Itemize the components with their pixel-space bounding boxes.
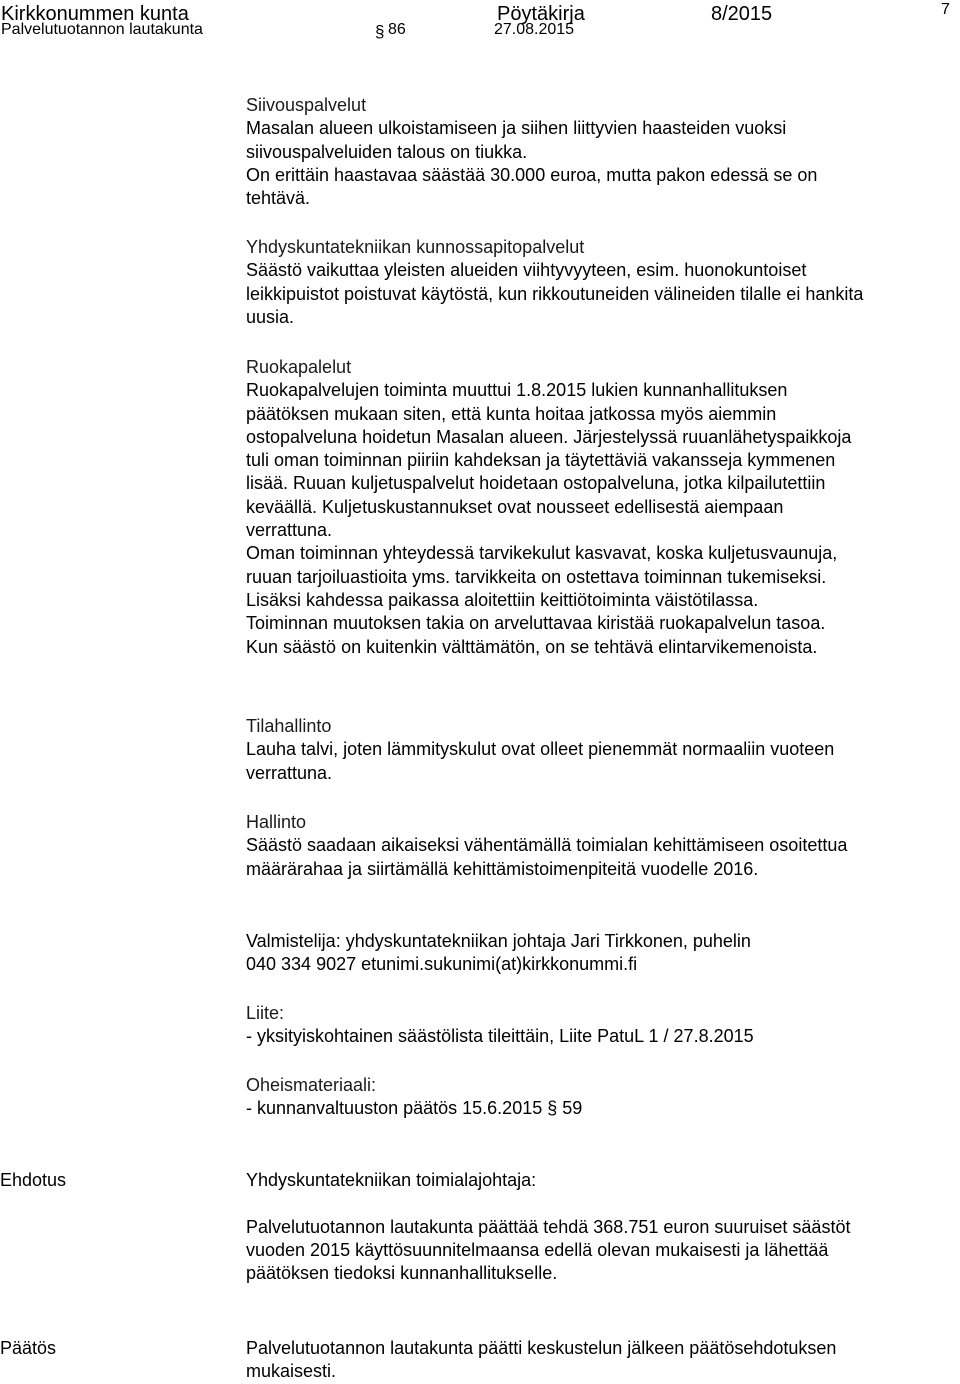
valmistelija-line: Valmistelija: yhdyskuntatekniikan johtaja Jari Tirkkonen, puhelin	[246, 931, 751, 951]
hallinto-block	[246, 811, 847, 881]
liite-block	[246, 1002, 754, 1049]
siivous-line: tehtävä.	[246, 188, 311, 209]
ruoka-line: verrattuna.	[246, 520, 333, 541]
page-number: 7	[941, 1, 950, 18]
yhdyskunta-block	[246, 236, 863, 329]
yhdyskunta-line: Säästö vaikuttaa yleisten alueiden viihtyvyyteen, esim. huonokuntoiset	[246, 260, 807, 281]
yhdyskunta-line: uusia.	[246, 306, 295, 327]
ehdotus-label: Ehdotus	[0, 1170, 67, 1190]
oheis-line	[246, 1097, 582, 1120]
ruoka-line: Ruokapalvelujen toiminta muuttui 1.8.2015 lukien kunnanhallituksen	[246, 380, 788, 401]
oheis-section-symbol: §	[547, 1098, 558, 1119]
ruoka-line: Oman toiminnan yhteydessä tarvikekulut kasvavat, koska kuljetusvaunuja,	[246, 543, 838, 564]
ehdotus-heading: Yhdyskuntatekniikan toimialajohtaja:	[246, 1170, 537, 1190]
ruoka-line: Kun säästö on kuitenkin välttämätön, on se tehtävä elintarvikemenoista.	[246, 636, 818, 657]
oheis-block	[246, 1074, 582, 1121]
paatos-block	[246, 1337, 836, 1384]
liite-heading: Liite:	[246, 1003, 285, 1023]
siivous-line: siivouspalveluiden talous on tiukka.	[246, 141, 528, 162]
ehdotus-block	[246, 1169, 850, 1285]
yhdyskunta-heading: Yhdyskuntatekniikan kunnossapitopalvelut	[246, 237, 585, 257]
ruoka-line: tuli oman toiminnan piiriin kahdeksan ja täytettäviä vakansseja kymmenen	[246, 450, 836, 471]
tila-heading: Tilahallinto	[246, 716, 332, 736]
valmistelija-contact: 040 334 9027 etunimi.sukunimi(at)kirkkonummi.fi	[246, 954, 638, 975]
paatos-label: Päätös	[0, 1338, 57, 1358]
ehdotus-line: Palvelutuotannon lautakunta päättää tehdä 368.751 euron suuruiset säästöt	[246, 1216, 851, 1237]
org-name: Kirkkonummen kunta	[1, 3, 189, 25]
siivous-line: On erittäin haastavaa säästää 30.000 euroa, mutta pakon edessä se on	[246, 164, 818, 185]
oheis-line-text: - kunnanvaltuuston päätös 15.6.2015	[246, 1098, 543, 1119]
oheis-section-number: 59	[562, 1098, 583, 1119]
ruoka-block	[246, 356, 851, 659]
ehdotus-line: päätöksen tiedoksi kunnanhallitukselle.	[246, 1263, 558, 1284]
ruoka-line: Toiminnan muutoksen takia on arveluttavaa kiristää ruokapalvelun tasoa.	[246, 613, 826, 634]
section-number: 86	[388, 21, 406, 38]
ruoka-line: keväällä. Kuljetuskustannukset ovat nousseet edellisestä aiempaan	[246, 496, 784, 517]
siivous-line: Masalan alueen ulkoistamiseen ja siihen liittyvien haasteiden vuoksi	[246, 118, 787, 139]
tila-line: Lauha talvi, joten lämmityskulut ovat olleet pienemmät normaaliin vuoteen	[246, 739, 835, 760]
hallinto-line: määrärahaa ja siirtämällä kehittämistoimenpiteitä vuodelle 2016.	[246, 858, 759, 879]
valmistelija-block	[246, 930, 751, 977]
ruoka-line: ruuan tarjoiluastioita yms. tarvikkeita on ostettava toiminnan tukemiseksi.	[246, 566, 827, 587]
doc-type: Pöytäkirja	[497, 3, 585, 25]
paatos-line: mukaisesti.	[246, 1361, 337, 1382]
tila-line: verrattuna.	[246, 762, 333, 783]
committee-name: Palvelutuotannon lautakunta	[1, 21, 203, 38]
doc-number: 8/2015	[711, 3, 773, 25]
meeting-date: 27.08.2015	[494, 21, 575, 38]
siivous-heading: Siivouspalvelut	[246, 95, 367, 115]
ruoka-heading: Ruokapalelut	[246, 357, 352, 377]
ruoka-line: lisää. Ruuan kuljetuspalvelut hoidetaan ostopalveluna, jotka kilpailutettiin	[246, 473, 826, 494]
liite-line: - yksityiskohtainen säästölista tileittäin, Liite PatuL 1 / 27.8.2015	[246, 1026, 754, 1047]
yhdyskunta-line: leikkipuistot poistuvat käytöstä, kun rikkoutuneiden välineiden tilalle ei hankita	[246, 283, 864, 304]
ehdotus-line: vuoden 2015 käyttösuunnitelmaansa edellä olevan mukaisesti ja lähettää	[246, 1239, 829, 1260]
oheis-heading: Oheismateriaali:	[246, 1075, 377, 1095]
siivous-block	[246, 94, 817, 210]
ruoka-line: ostopalveluna hoidetun Masalan alueen. Järjestelyssä ruuanlähetyspaikkoja	[246, 426, 852, 447]
section-symbol: §	[375, 22, 385, 41]
hallinto-heading: Hallinto	[246, 812, 307, 832]
ruoka-line: päätöksen mukaan siten, että kunta hoitaa jatkossa myös aiemmin	[246, 403, 777, 424]
hallinto-line: Säästö saadaan aikaiseksi vähentämällä toimialan kehittämiseen osoitettua	[246, 835, 848, 856]
paatos-line: Palvelutuotannon lautakunta päätti keskustelun jälkeen päätösehdotuksen	[246, 1338, 837, 1358]
spacer	[246, 1192, 850, 1215]
ruoka-line: Lisäksi kahdessa paikassa aloitettiin keittiötoiminta väistötilassa.	[246, 589, 759, 610]
tila-block	[246, 715, 834, 785]
